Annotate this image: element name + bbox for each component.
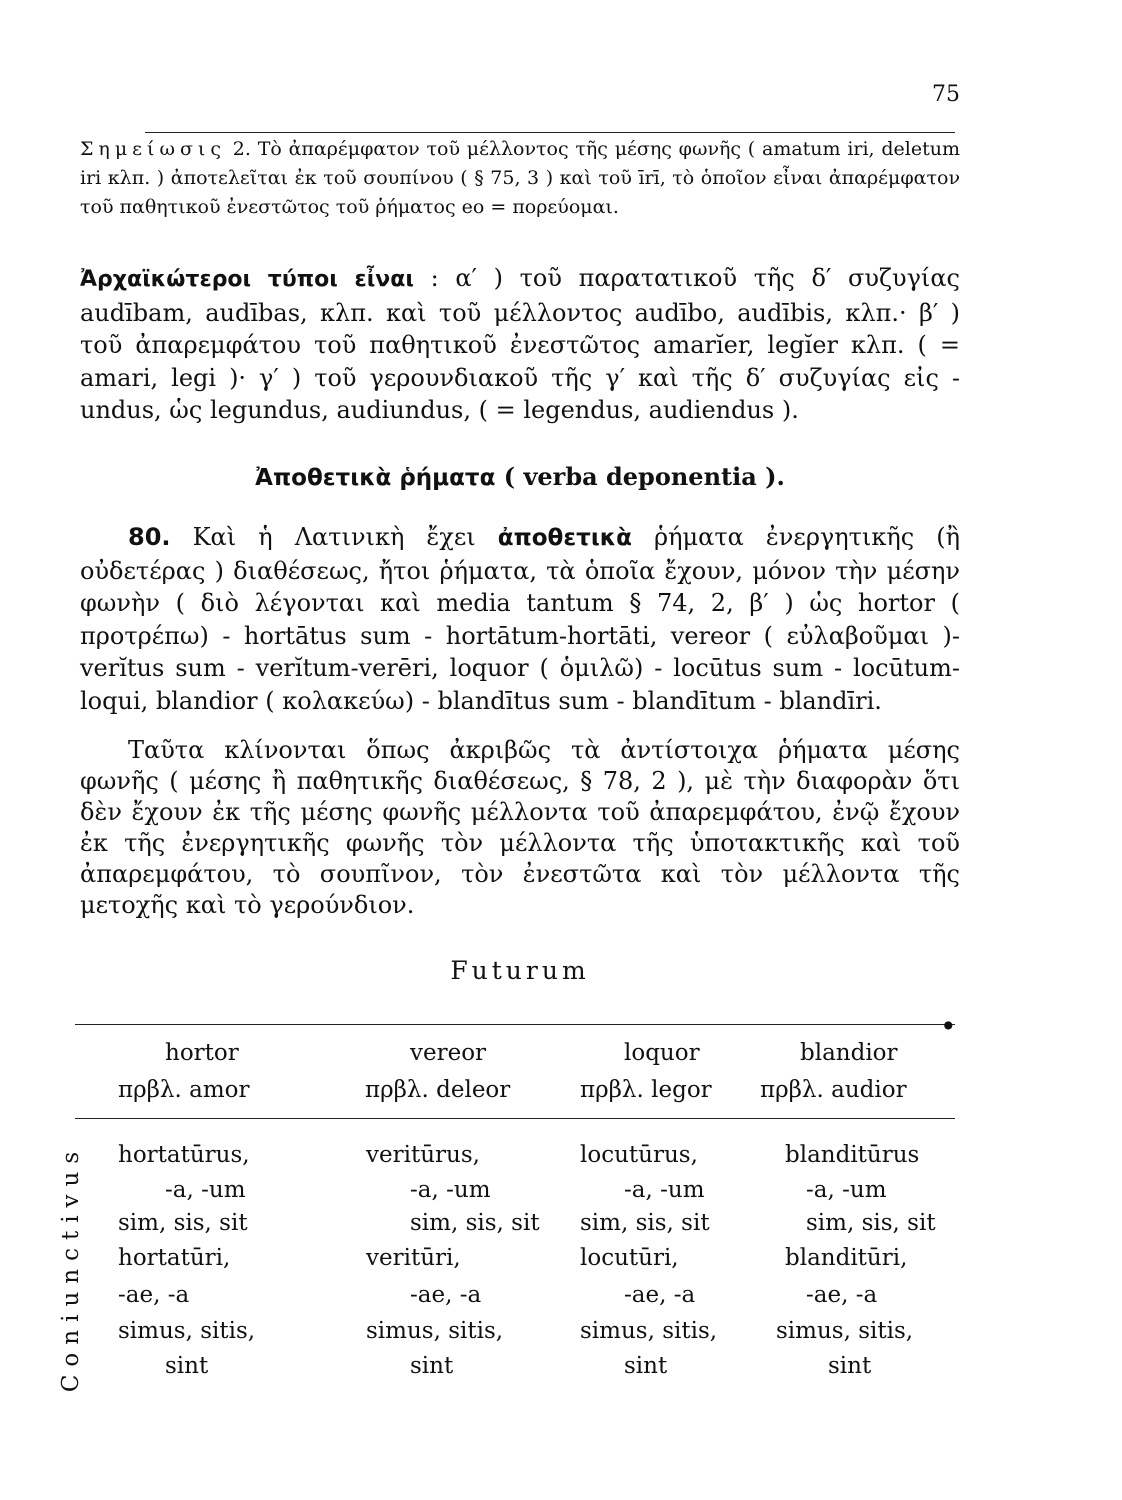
cell: -a, -um <box>624 1177 705 1203</box>
header-compare-3: πρβλ. legor <box>580 1077 712 1103</box>
section-heading <box>80 462 960 491</box>
cell: sint <box>165 1353 209 1379</box>
header-verb-2: vereor <box>410 1040 487 1066</box>
top-rule <box>145 132 955 133</box>
cell: -ae, -a <box>118 1282 190 1308</box>
cell: sim, sis, sit <box>580 1210 710 1236</box>
note-label: Σημείωσις <box>80 138 227 160</box>
cell: simus, sitis, <box>776 1318 914 1344</box>
para80-text-b: ῥήματα ἐνεργητικῆς (ἢ οὐδετέρας ) διαθέσεως, ἤτοι ῥήματα, τὰ ὁποῖα ἔχουν, μόνον τὴν μέσην φωνὴν ( διὸ λέγονται καὶ media tantum § 74, 2, β′ ) ὡς hortor ( προτρέπω) - hortātus sum - hortātum-hortāti, vereor ( εὐλαβοῦμαι )-verĭtus sum - verĭtum-verēri, loquor ( ὁμιλῶ) - locūtus sum - locūtum-loqui, blandior ( κολακεύω) - blandītus sum - blandītum - blandīri. <box>80 523 960 715</box>
cell: sim, sis, sit <box>410 1210 540 1236</box>
table-top-rule <box>75 1024 955 1025</box>
header-compare-1: πρβλ. amor <box>118 1077 250 1103</box>
cell: sim, sis, sit <box>806 1210 936 1236</box>
para80-bold-term: ἀποθετικὰ <box>497 525 632 551</box>
tauta-paragraph <box>80 735 960 921</box>
cell: locutūri, <box>580 1245 679 1271</box>
note-text: 2. Τὸ ἀπαρέμφατον τοῦ μέλλοντος τῆς μέσης φωνῆς ( amatum iri, deletum iri κλπ. ) ἀποτελεῖται ἐκ τοῦ σουπίνου ( § 75, 3 ) καὶ τοῦ īrī, τὸ ὁποῖον εἶναι ἀπαρέμφατον τοῦ παθητικοῦ ἐνεστῶτος τοῦ ῥήματος eo = πορεύομαι. <box>80 138 960 218</box>
cell: simus, sitis, <box>118 1318 256 1344</box>
archaic-text: : α′ ) τοῦ παρατατικοῦ τῆς δ′ συζυγίας audībam, audības, κλπ. καὶ τοῦ μέλλοντος audībo, audībis, κλπ.· β′ ) τοῦ ἀπαρεμφάτου τοῦ παθητικοῦ ἐνεστῶτος amarĭer, legĭer κλπ. ( = amari, legi )· γ′ ) τοῦ γερουνδιακοῦ τῆς γ′ καὶ τῆς δ′ συζυγίας εἰς - undus, ὡς legundus, audiundus, ( = legendus, audiendus ). <box>80 264 960 424</box>
page-number: 75 <box>932 82 960 107</box>
paragraph-80 <box>80 521 960 717</box>
para80-text-a: Καὶ ἡ Λατινικὴ ἔχει <box>170 523 498 551</box>
cell: -ae, -a <box>624 1282 696 1308</box>
archaic-forms-paragraph <box>80 262 960 427</box>
cell: veritūri, <box>366 1245 461 1271</box>
cell: veritūrus, <box>366 1142 480 1168</box>
cell: sint <box>624 1353 668 1379</box>
table-header-rule <box>75 1118 955 1119</box>
note-paragraph <box>80 135 960 222</box>
section-heading-greek: Ἀποθετικὰ ῥήματα <box>255 465 496 491</box>
cell: blanditūrus <box>785 1142 920 1168</box>
cell: -a, -um <box>165 1177 246 1203</box>
table-title: Futurum <box>450 956 590 985</box>
cell: sint <box>828 1353 872 1379</box>
cell: -a, -um <box>806 1177 887 1203</box>
cell: -a, -um <box>410 1177 491 1203</box>
cell: -ae, -a <box>410 1282 482 1308</box>
header-verb-3: loquor <box>624 1040 700 1066</box>
header-compare-2: πρβλ. deleor <box>365 1077 511 1103</box>
tauta-text: Ταῦτα κλίνονται ὅπως ἀκριβῶς τὰ ἀντίστοιχα ῥήματα μέσης φωνῆς ( μέσης ἢ παθητικῆς διαθέσεως, § 78, 2 ), μὲ τὴν διαφορὰν ὅτι δὲν ἔχουν ἐκ τῆς μέσης φωνῆς μέλλοντα τοῦ ἀπαρεμφάτου, ἐνῷ ἔχουν ἐκ τῆς ἐνεργητικῆς φωνῆς τὸν μέλλοντα τῆς ὑποτακτικῆς καὶ τοῦ ἀπαρεμφάτου, τὸ σουπῖνον, τὸν ἐνεστῶτα καὶ τὸν μέλλοντα τῆς μετοχῆς καὶ τὸ γερούνδιον. <box>80 736 960 919</box>
cell: sint <box>410 1353 454 1379</box>
side-label-coniunctivus: Coniunctivus <box>58 1143 84 1393</box>
cell: locutūrus, <box>580 1142 698 1168</box>
cell: simus, sitis, <box>366 1318 504 1344</box>
header-compare-4: πρβλ. audior <box>760 1077 907 1103</box>
stray-dot: • <box>940 1010 957 1043</box>
section-heading-latin: ( verba deponentia ). <box>495 462 785 491</box>
archaic-heading: Ἀρχαϊκώτεροι τύποι εἶναι <box>80 267 414 292</box>
header-verb-4: blandior <box>800 1040 898 1066</box>
cell: hortatūrus, <box>118 1142 250 1168</box>
header-verb-1: hortor <box>165 1040 239 1066</box>
paragraph-number: 80. <box>128 523 171 551</box>
cell: simus, sitis, <box>580 1318 718 1344</box>
cell: -ae, -a <box>806 1282 878 1308</box>
cell: sim, sis, sit <box>118 1210 248 1236</box>
cell: blanditūri, <box>785 1245 908 1271</box>
cell: hortatūri, <box>118 1245 231 1271</box>
